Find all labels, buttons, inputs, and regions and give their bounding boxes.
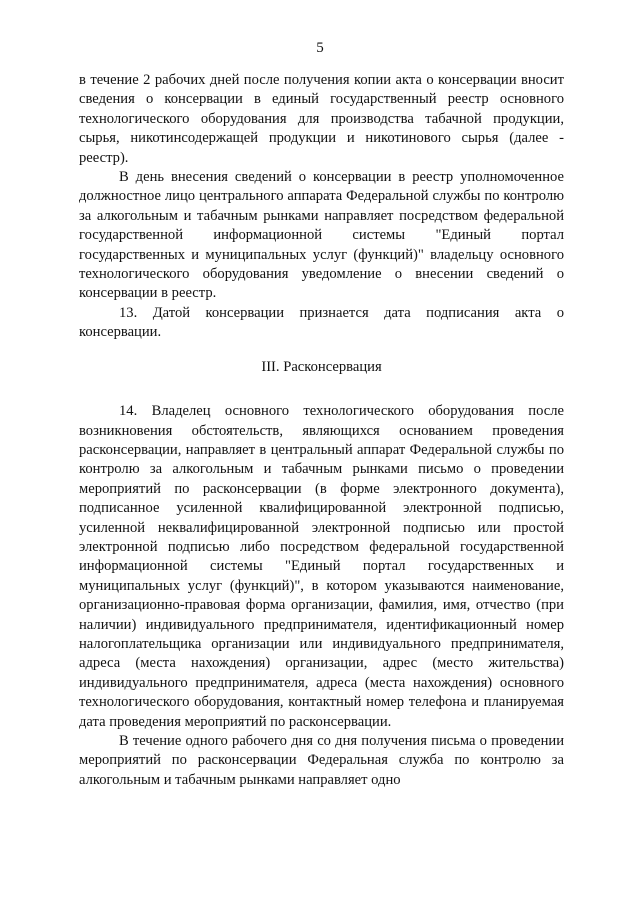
paragraph-item-13: 13. Датой консервации признается дата подписания акта о консервации. (79, 304, 564, 341)
paragraph-notification: В день внесения сведений о консервации в реестр уполномоченное должностное лицо центрального аппарата Федеральной службы по контролю за алкогольным и табачным рынками направляет посредством федеральной государственной информационной системы "Единый портал государственных и муниципальных услуг (функций)" владельцу основного технологического оборудования уведомление о внесении сведений о консервации в реестр. (79, 169, 564, 302)
paragraph-federal-service-response: В течение одного рабочего дня со дня получения письма о проведении мероприятий по расконсервации Федеральная служба по контролю за алкогольным и табачным рынками направляет одно (79, 733, 564, 788)
paragraph-item-14: 14. Владелец основного технологического оборудования после возникновения обстоятельств, являющихся основанием проведения расконсервации, направляет в центральный аппарат Федеральной службы по контролю за алкогольным и табачным рынками письмо о проведении мероприятий по расконсервации (в форме электронного документа), подписанное усиленной квалифицированной электронной подписью, усиленной неквалифицированной электронной подписью или простой электронной подписью либо посредством федеральной государственной информационной системы "Единый портал государственных и муниципальных услуг (функций)", в котором указываются наименование, организационно-правовая форма организации, фамилия, имя, отчество (при наличии) индивидуального предпринимателя, идентификационный номер налогоплательщика организации или индивидуального предпринимателя, адреса (места нахождения) организации, адрес (место жительства) индивидуального предпринимателя, адреса (места нахождения) основного технологического оборудования, контактный номер телефона и планируемая дата проведения мероприятий по расконсервации. (79, 403, 564, 730)
section-heading: III. Расконсервация (261, 358, 382, 375)
page-number: 5 (316, 40, 324, 56)
document-body (79, 71, 564, 790)
paragraph-registry-entry: в течение 2 рабочих дней после получения копии акта о консервации вносит сведения о консервации в единый государственный реестр основного технологического оборудования для производства табачной продукции, сырья, никотинсодержащей продукции и никотинового сырья (далее - реестр). (79, 72, 564, 166)
